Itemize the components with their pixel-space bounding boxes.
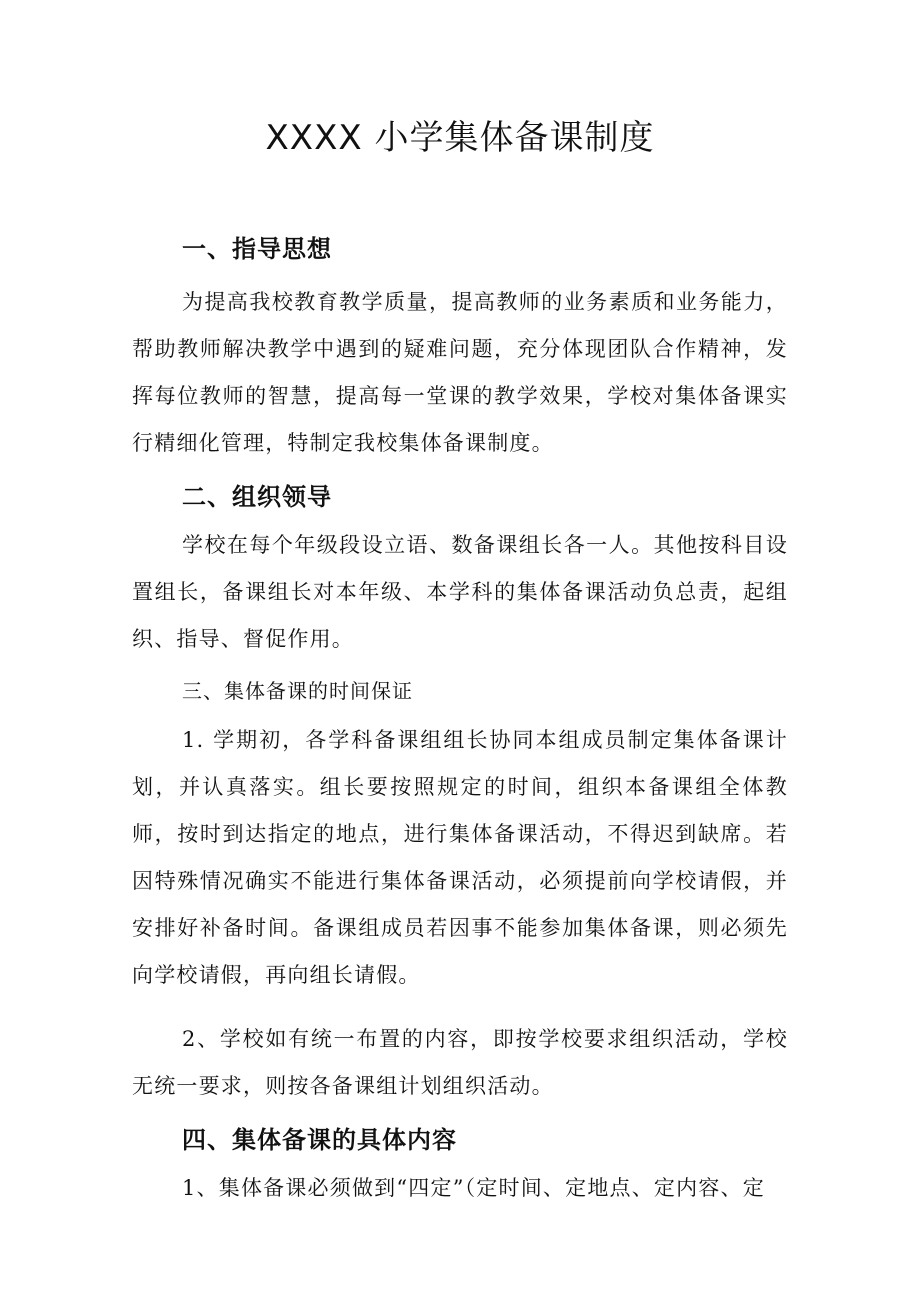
spacer <box>132 704 788 717</box>
section-heading-content: 四、集体备课的具体内容 <box>182 1126 457 1155</box>
spacer <box>132 159 788 234</box>
section-paragraph: 2、学校如有统一布置的内容，即按学校要求组织活动，学校无统一要求，则按各备课组计划组织活动。 <box>132 1027 788 1099</box>
section-paragraph: 1. 学期初，各学科备课组组长协同本组成员制定集体备课计划，并认真落实。组长要按照规定的时间，组织本备课组全体教师，按时到达指定的地点，进行集体备课活动，不得迟到缺席。若因特殊情况确实不能进行集体备课活动，必须提前向学校请假，并安排好补备时间。备课组成员若因事不能参加集体备课，则必须先向学校请假，再向组长请假。 <box>132 728 788 988</box>
spacer <box>132 467 788 482</box>
spacer <box>132 513 788 522</box>
section-paragraph: 1、集体备课必须做到“四定”（定时间、定地点、定内容、定 <box>182 1176 765 1201</box>
document-title: XXXX 小学集体备课制度 <box>265 118 655 158</box>
section-paragraph: 学校在每个年级段设立语、数备课组长各一人。其他按科目设置组长，备课组长对本年级、本学科的集体备课活动负总责，起组织、指导、督促作用。 <box>132 533 788 652</box>
section-heading-organization: 二、组织领导 <box>182 482 332 511</box>
spacer <box>132 663 788 678</box>
spacer <box>132 265 788 279</box>
section-heading-guiding-thought: 一、指导思想 <box>182 234 332 263</box>
section-heading-time-guarantee: 三、集体备课的时间保证 <box>182 679 413 704</box>
spacer <box>132 999 788 1016</box>
spacer <box>132 1156 788 1165</box>
spacer <box>132 1110 788 1125</box>
section-paragraph: 为提高我校教育教学质量，提高教师的业务素质和业务能力，帮助教师解决教学中遇到的疑难问题，充分体现团队合作精神，发挥每位教师的智慧，提高每一堂课的教学效果，学校对集体备课实行精细化管理，特制定我校集体备课制度。 <box>132 289 788 455</box>
